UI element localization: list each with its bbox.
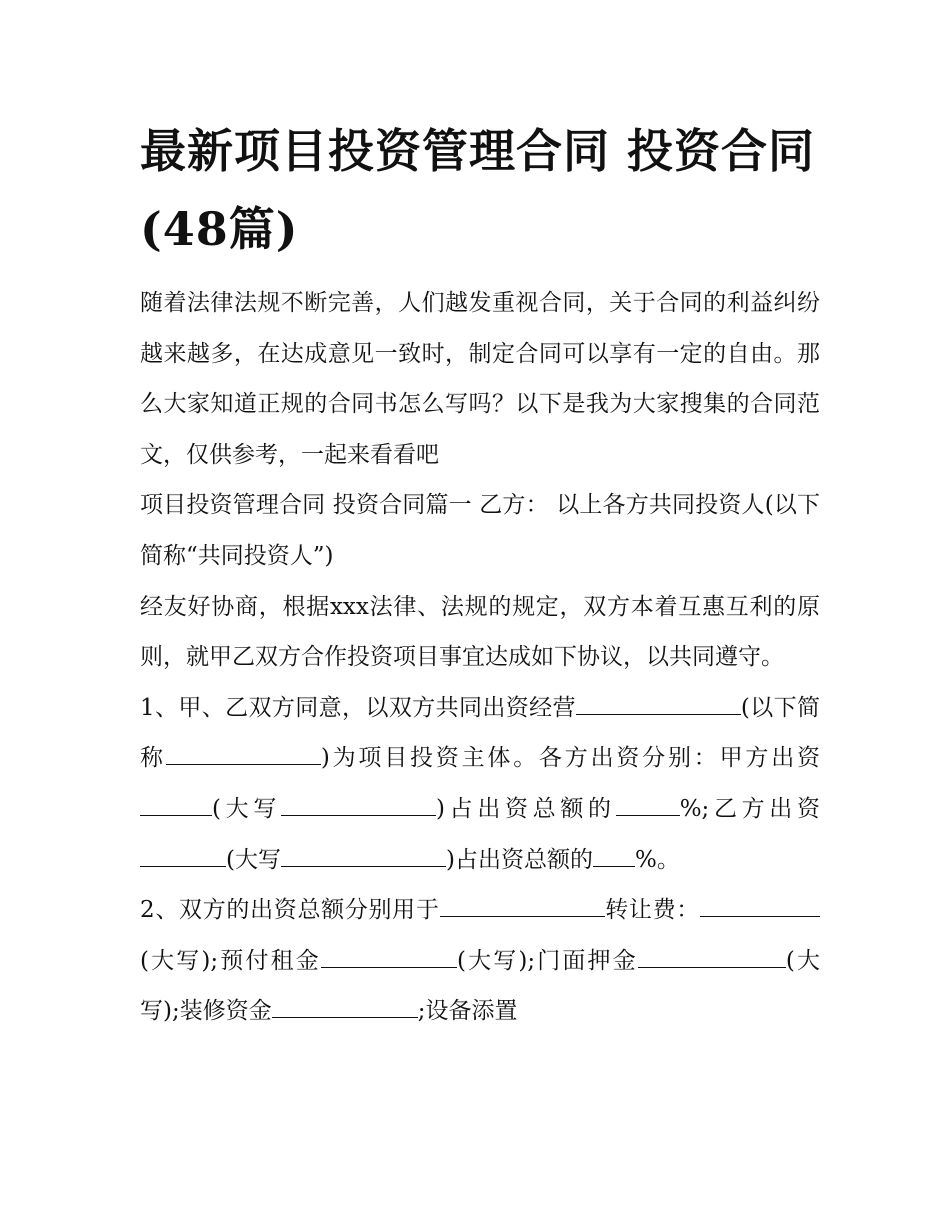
clause-1-text-7: (大写 [226,846,281,873]
clause-2-text-4: (大写);门面押金 [456,947,638,974]
fill-blank[interactable] [166,743,321,766]
document-body [140,278,820,1037]
clause-1-text-8: )占出资总额的 [445,846,593,873]
clause-1-text-5: )占出资总额的 [436,795,616,822]
fill-blank[interactable] [638,945,786,968]
fill-blank[interactable] [281,844,446,867]
clause-1 [140,683,820,885]
clause-1-text-3: )为项目投资主体。各方出资分别：甲方出资 [320,745,821,772]
preamble-paragraph: 经友好协商，根据xxx法律、法规的规定，双方本着互惠互利的原则，就甲乙双方合作投资项目事宜达成如下协议，以共同遵守。 [140,593,820,671]
section-heading: 项目投资管理合同 投资合同篇一 乙方： 以上各方共同投资人(以下简称“共同投资人”) [140,492,820,569]
fill-blank[interactable] [140,793,212,816]
clause-2-text-6: ;设备添置 [417,998,518,1025]
clause-1-text-9: %。 [634,846,680,873]
clause-1-text-4: (大写 [212,795,281,822]
fill-blank[interactable] [576,692,741,715]
fill-blank[interactable] [593,844,635,867]
fill-blank[interactable] [616,793,680,816]
clause-1-text-2: (以下简称 [140,694,820,772]
fill-blank[interactable] [321,945,457,968]
clause-1-text-1: 1、甲、乙双方同意，以双方共同出资经营 [140,694,576,721]
clause-2-text-2: 转让费： [604,897,700,924]
clause-2-text-5: (大写);装修资金 [140,947,821,1025]
intro-paragraph: 随着法律法规不断完善，人们越发重视合同，关于合同的利益纠纷越来越多，在达成意见一致时，制定合同可以享有一定的自由。那么大家知道正规的合同书怎么写吗？以下是我为大家搜集的合同范文，仅供参考，一起来看看吧 [140,290,820,468]
clause-1-text-6: %;乙方出资 [679,795,820,822]
clause-2-text-3: (大写);预付租金 [140,947,321,974]
fill-blank[interactable] [700,894,820,917]
document-title: 最新项目投资管理合同 投资合同(48篇) [140,124,816,256]
fill-blank[interactable] [440,894,605,917]
fill-blank[interactable] [272,995,418,1018]
fill-blank[interactable] [140,844,226,867]
clause-2 [140,885,820,1037]
clause-2-text-1: 2、双方的出资总额分别用于 [140,897,440,924]
fill-blank[interactable] [281,793,436,816]
